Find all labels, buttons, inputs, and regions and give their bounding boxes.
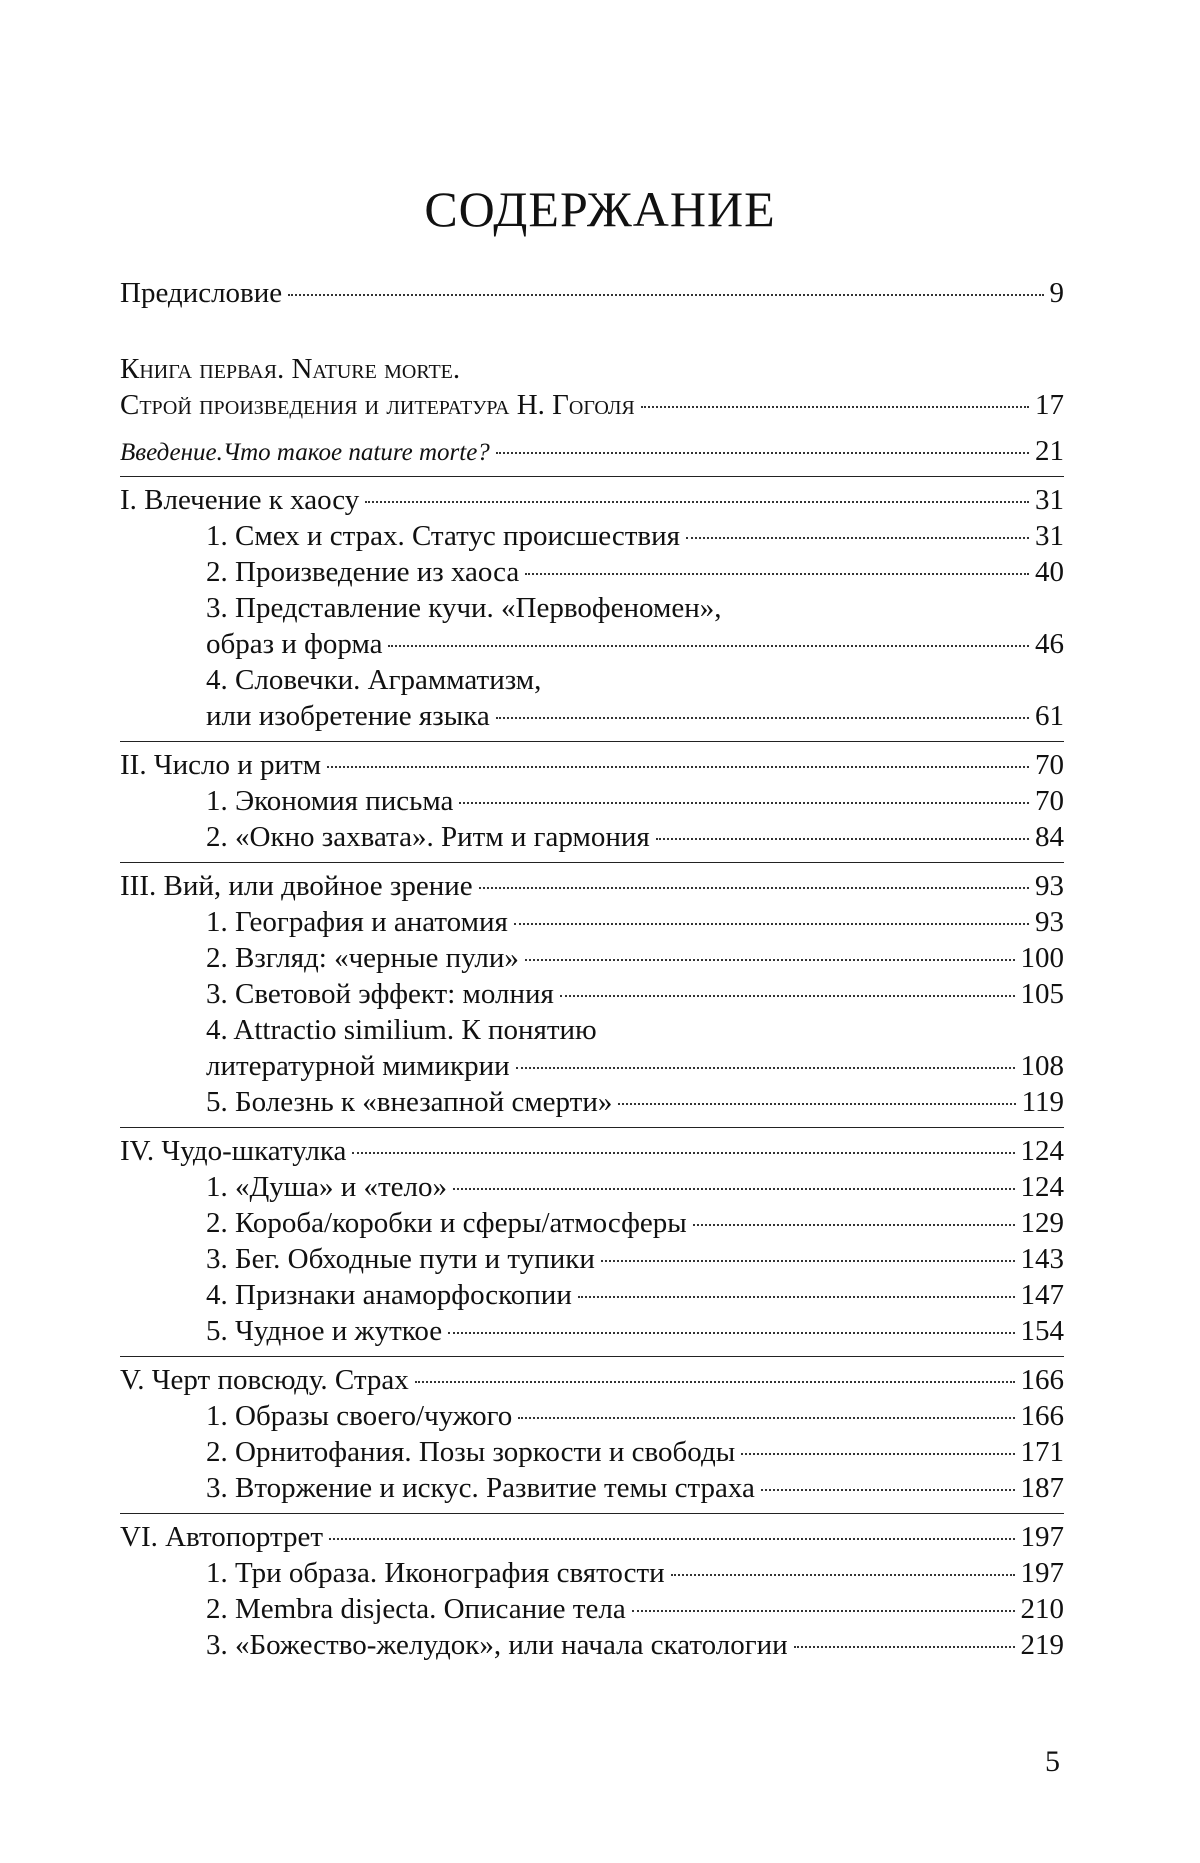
- dot-leader: [448, 1332, 1014, 1334]
- toc-entry-chapter[interactable]: [120, 1519, 1064, 1555]
- toc-entry-label: 2. Взгляд: «черные пули»: [206, 942, 519, 974]
- dot-leader: [496, 717, 1029, 719]
- dot-leader: [525, 573, 1029, 575]
- toc-entry-section[interactable]: [120, 1241, 1064, 1277]
- toc-entry-preface[interactable]: [120, 275, 1064, 311]
- section-divider: [120, 1356, 1064, 1357]
- toc-entry-label: 1. География и анатомия: [206, 906, 508, 938]
- toc-page-number: 93: [1035, 870, 1064, 902]
- dot-leader: [415, 1381, 1015, 1383]
- toc-entry-label: 2. Произведение из хаоса: [206, 556, 520, 588]
- dot-leader: [794, 1646, 1015, 1648]
- dot-leader: [741, 1453, 1014, 1455]
- toc-page-number: 31: [1035, 484, 1064, 516]
- toc-entry-chapter[interactable]: [120, 482, 1064, 518]
- book-heading-line1: Книга первая. Nature morte.: [120, 353, 461, 385]
- toc-page-number: 93: [1035, 906, 1064, 938]
- toc-page-number: 61: [1035, 700, 1064, 732]
- toc-page-number: 124: [1020, 1135, 1064, 1167]
- toc-page-number: 147: [1020, 1279, 1064, 1311]
- toc-entry-label: Введение.Что такое nature morte?: [120, 439, 490, 466]
- toc-entry-chapter[interactable]: [120, 747, 1064, 783]
- toc-entry-label: 2. Орнитофания. Позы зоркости и свободы: [206, 1436, 736, 1468]
- toc-page-number: 187: [1020, 1472, 1064, 1504]
- toc-entry-section[interactable]: [120, 1277, 1064, 1313]
- dot-leader: [518, 1417, 1014, 1419]
- toc-entry-section[interactable]: [120, 976, 1064, 1012]
- toc-entry-section[interactable]: [120, 1627, 1064, 1663]
- toc-entry-section[interactable]: [120, 783, 1064, 819]
- toc-page-number: 100: [1020, 942, 1064, 974]
- dot-leader: [516, 1067, 1015, 1069]
- toc-entry-label: 1. Смех и страх. Статус происшествия: [206, 520, 680, 552]
- toc-page-number: 171: [1020, 1436, 1064, 1468]
- dot-leader: [288, 294, 1043, 296]
- toc-page-number: 119: [1021, 1086, 1064, 1118]
- toc-entry-label: 3. «Божество-желудок», или начала скатологии: [206, 1629, 788, 1661]
- toc-entry-label: 1. Образы своего/чужого: [206, 1400, 513, 1432]
- toc-entry-label: образ и форма: [206, 628, 383, 660]
- toc-entry-section[interactable]: [120, 1434, 1064, 1470]
- toc-page-number: 166: [1020, 1400, 1064, 1432]
- toc-entry-section[interactable]: [120, 1470, 1064, 1506]
- toc-entry-line: 4. Attractio similium. К понятию: [206, 1014, 597, 1046]
- toc-page-number: 124: [1020, 1171, 1064, 1203]
- section-divider: [120, 1127, 1064, 1128]
- dot-leader: [365, 501, 1029, 503]
- toc-entry-section[interactable]: [120, 1398, 1064, 1434]
- toc-page-number: 197: [1020, 1557, 1064, 1589]
- toc-entry-section[interactable]: [120, 819, 1064, 855]
- toc-entry-label: 2. «Окно захвата». Ритм и гармония: [206, 821, 650, 853]
- toc-page-number: 9: [1049, 277, 1064, 309]
- toc-entry-label: Предисловие: [120, 277, 283, 309]
- toc-entry-label: 1. Экономия письма: [206, 785, 454, 817]
- dot-leader: [641, 406, 1029, 408]
- chapter-list: [120, 476, 1064, 1663]
- dot-leader: [453, 1188, 1014, 1190]
- toc-page-number: 166: [1020, 1364, 1064, 1396]
- dot-leader: [601, 1260, 1015, 1262]
- toc-entry-label: I. Влечение к хаосу: [120, 484, 360, 516]
- dot-leader: [578, 1296, 1015, 1298]
- toc-entry-label: литературной мимикрии: [206, 1050, 510, 1082]
- toc-entry-section[interactable]: [120, 1084, 1064, 1120]
- dot-leader: [514, 923, 1029, 925]
- toc-entry-label: Строй произведения и литература Н. Гоголя: [120, 389, 635, 421]
- dot-leader: [761, 1489, 1015, 1491]
- dot-leader: [525, 959, 1015, 961]
- toc-entry-chapter[interactable]: [120, 1133, 1064, 1169]
- section-divider: [120, 862, 1064, 863]
- toc-page-number: 21: [1035, 435, 1064, 467]
- toc-page-number: 70: [1035, 749, 1064, 781]
- dot-leader: [693, 1224, 1015, 1226]
- toc-page-number: 40: [1035, 556, 1064, 588]
- toc-entry-section[interactable]: [120, 518, 1064, 554]
- toc-page-number: 31: [1035, 520, 1064, 552]
- dot-leader: [496, 452, 1029, 454]
- dot-leader: [671, 1574, 1015, 1576]
- toc-entry-section[interactable]: [120, 1591, 1064, 1627]
- section-divider: [120, 476, 1064, 477]
- section-divider: [120, 1513, 1064, 1514]
- toc-entry-section[interactable]: [120, 1205, 1064, 1241]
- toc-entry-label: или изобретение языка: [206, 700, 490, 732]
- dot-leader: [686, 537, 1029, 539]
- dot-leader: [632, 1610, 1015, 1612]
- toc-page-number: 105: [1020, 978, 1064, 1010]
- toc-page-number: 17: [1035, 389, 1064, 421]
- toc-entry-intro[interactable]: [120, 433, 1064, 469]
- dot-leader: [479, 887, 1029, 889]
- toc-entry-label: 1. «Душа» и «тело»: [206, 1171, 448, 1203]
- dot-leader: [327, 766, 1029, 768]
- toc-page-number: 197: [1020, 1521, 1064, 1553]
- toc-entry-line: 3. Представление кучи. «Первофеномен»,: [206, 592, 722, 624]
- toc-page-number: 154: [1020, 1315, 1064, 1347]
- toc-page-number: 219: [1020, 1629, 1064, 1661]
- toc-entry-label: V. Черт повсюду. Страх: [120, 1364, 409, 1396]
- toc-entry-label: II. Число и ритм: [120, 749, 322, 781]
- dot-leader: [329, 1538, 1014, 1540]
- dot-leader: [388, 645, 1029, 647]
- toc-entry-label: VI. Автопортрет: [120, 1521, 324, 1553]
- toc-entry-label: IV. Чудо-шкатулка: [120, 1135, 347, 1167]
- table-of-contents: [120, 275, 1064, 1663]
- toc-entry-label: 3. Световой эффект: молния: [206, 978, 554, 1010]
- toc-entry-label: 5. Чудное и жуткое: [206, 1315, 443, 1347]
- toc-entry-label: 3. Вторжение и искус. Развитие темы страха: [206, 1472, 755, 1504]
- toc-entry-label: 5. Болезнь к «внезапной смерти»: [206, 1086, 613, 1118]
- toc-entry-chapter[interactable]: [120, 1362, 1064, 1398]
- toc-entry-section[interactable]: [120, 554, 1064, 590]
- toc-entry-chapter[interactable]: [120, 868, 1064, 904]
- toc-entry-section[interactable]: [120, 1048, 1064, 1084]
- dot-leader: [618, 1103, 1015, 1105]
- toc-entry-section[interactable]: [120, 1169, 1064, 1205]
- section-divider: [120, 741, 1064, 742]
- toc-page-number: 46: [1035, 628, 1064, 660]
- toc-page-number: 210: [1020, 1593, 1064, 1625]
- dot-leader: [352, 1152, 1014, 1154]
- dot-leader: [656, 838, 1029, 840]
- page-title: СОДЕРЖАНИЕ: [424, 181, 776, 237]
- toc-entry-section[interactable]: [120, 940, 1064, 976]
- toc-page-number: 108: [1020, 1050, 1064, 1082]
- dot-leader: [459, 802, 1029, 804]
- toc-entry-label: 3. Бег. Обходные пути и тупики: [206, 1243, 595, 1275]
- toc-page-number: 129: [1020, 1207, 1064, 1239]
- toc-entry-label: 2. Membra disjecta. Описание тела: [206, 1593, 626, 1625]
- toc-entry-section[interactable]: [120, 698, 1064, 734]
- toc-entry-label: III. Вий, или двойное зрение: [120, 870, 473, 902]
- toc-entry-section[interactable]: [120, 904, 1064, 940]
- page-number: 5: [1045, 1745, 1060, 1778]
- toc-entry-label: 4. Признаки анаморфоскопии: [206, 1279, 572, 1311]
- toc-entry-section[interactable]: [120, 1555, 1064, 1591]
- toc-entry-section[interactable]: [120, 1313, 1064, 1349]
- toc-entry-label: 2. Короба/коробки и сферы/атмосферы: [206, 1207, 687, 1239]
- toc-page-number: 143: [1020, 1243, 1064, 1275]
- toc-entry-book[interactable]: [120, 387, 1064, 423]
- toc-page-number: 84: [1035, 821, 1064, 853]
- toc-page-number: 70: [1035, 785, 1064, 817]
- toc-entry-line: 4. Словечки. Аграмматизм,: [206, 664, 542, 696]
- toc-entry-label: 1. Три образа. Иконография святости: [206, 1557, 665, 1589]
- dot-leader: [560, 995, 1015, 997]
- toc-entry-section[interactable]: [120, 626, 1064, 662]
